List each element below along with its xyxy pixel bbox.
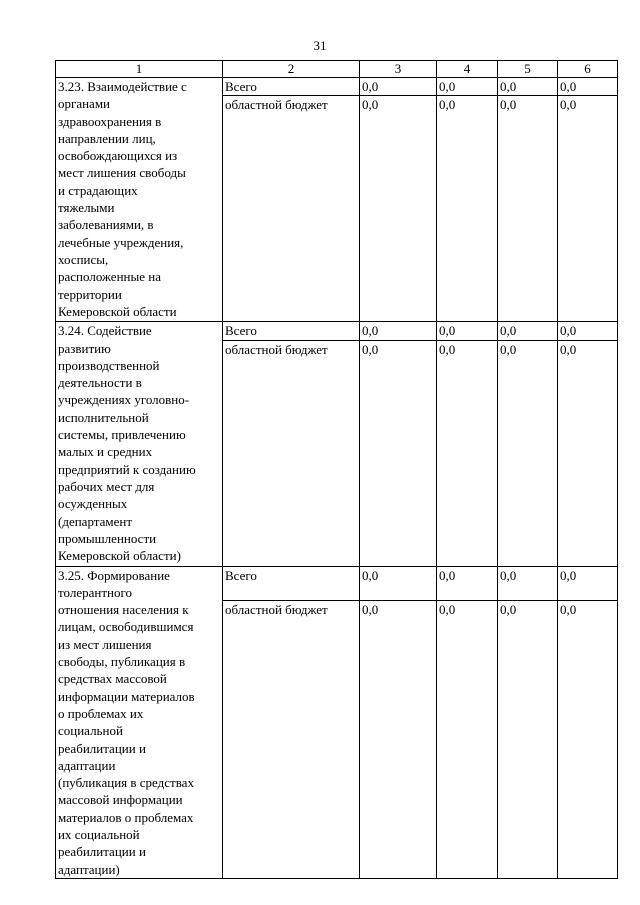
column-header: 1 bbox=[56, 61, 223, 78]
value-cell: 0,0 bbox=[558, 96, 618, 322]
table-row bbox=[56, 78, 618, 96]
value-cell: 0,0 bbox=[498, 322, 558, 340]
table-row bbox=[56, 322, 618, 340]
value-cell: 0,0 bbox=[498, 78, 558, 96]
value-cell: 0,0 bbox=[437, 600, 498, 878]
value-cell: 0,0 bbox=[360, 566, 437, 600]
table-header-row bbox=[56, 61, 618, 78]
budget-table bbox=[55, 60, 618, 879]
value-cell: 0,0 bbox=[360, 96, 437, 322]
measure-description: 3.24. Содействие развитию производственной деятельности в учреждениях уголовно- исполнительной системы, привлечению малых и средних предприятий к созданию рабочих мест для осужденных (департамент промышленности Кемеровской области) bbox=[56, 322, 223, 566]
value-cell: 0,0 bbox=[498, 340, 558, 566]
funding-source-label: Всего bbox=[223, 566, 360, 600]
value-cell: 0,0 bbox=[498, 566, 558, 600]
value-cell: 0,0 bbox=[558, 600, 618, 878]
column-header: 2 bbox=[223, 61, 360, 78]
value-cell: 0,0 bbox=[437, 340, 498, 566]
value-cell: 0,0 bbox=[437, 96, 498, 322]
funding-source-label: Всего bbox=[223, 322, 360, 340]
column-header: 6 bbox=[558, 61, 618, 78]
value-cell: 0,0 bbox=[437, 566, 498, 600]
value-cell: 0,0 bbox=[558, 78, 618, 96]
column-header: 5 bbox=[498, 61, 558, 78]
funding-source-label: областной бюджет bbox=[223, 340, 360, 566]
value-cell: 0,0 bbox=[498, 600, 558, 878]
table-row bbox=[56, 566, 618, 600]
value-cell: 0,0 bbox=[360, 340, 437, 566]
funding-source-label: Всего bbox=[223, 78, 360, 96]
funding-source-label: областной бюджет bbox=[223, 96, 360, 322]
column-header: 3 bbox=[360, 61, 437, 78]
page-number: 31 bbox=[313, 38, 327, 53]
column-header: 4 bbox=[437, 61, 498, 78]
value-cell: 0,0 bbox=[360, 322, 437, 340]
value-cell: 0,0 bbox=[558, 322, 618, 340]
funding-source-label: областной бюджет bbox=[223, 600, 360, 878]
value-cell: 0,0 bbox=[360, 78, 437, 96]
measure-description: 3.25. Формирование толерантного отношения населения к лицам, освободившимся из мест лишения свободы, публикация в средствах массовой информации материалов о проблемах их социальной реабилитации и адаптации (публикация в средствах массовой информации материалов о проблемах их социальной реабилитации и адаптации) bbox=[56, 566, 223, 878]
value-cell: 0,0 bbox=[437, 78, 498, 96]
value-cell: 0,0 bbox=[558, 566, 618, 600]
value-cell: 0,0 bbox=[360, 600, 437, 878]
measure-description: 3.23. Взаимодействие с органами здравоохранения в направлении лиц, освобождающихся из мест лишения свободы и страдающих тяжелыми заболеваниями, в лечебные учреждения, хосписы, расположенные на территории Кемеровской области bbox=[56, 78, 223, 322]
value-cell: 0,0 bbox=[437, 322, 498, 340]
value-cell: 0,0 bbox=[498, 96, 558, 322]
value-cell: 0,0 bbox=[558, 340, 618, 566]
